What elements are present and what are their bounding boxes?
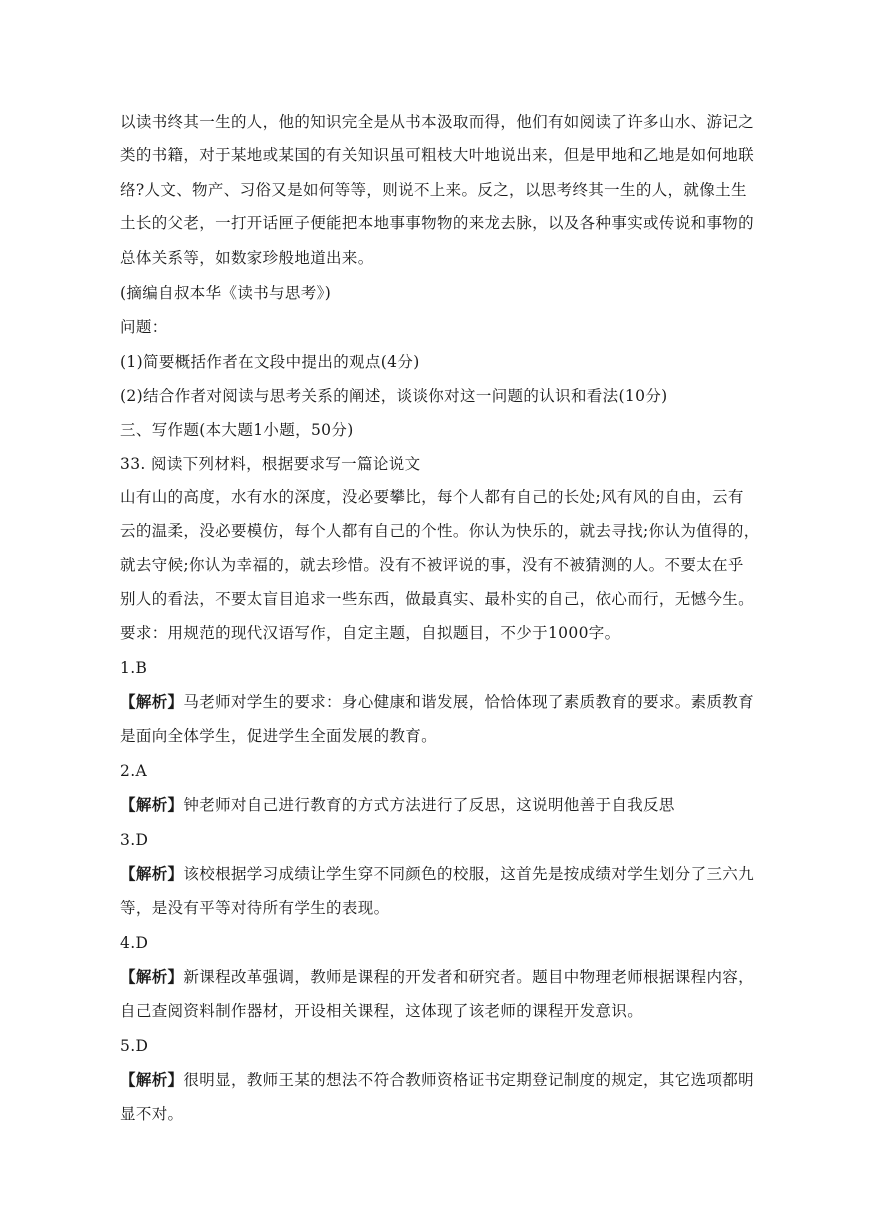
analysis-tag: 【解析】 bbox=[120, 795, 184, 814]
answer-analysis-3-line-1 bbox=[120, 864, 760, 884]
writing-section-title: 三、写作题(本大题1小题，50分) bbox=[120, 421, 354, 439]
material-line-1: 山有山的高度，水有水的深度，没必要攀比，每个人都有自己的长处;风有风的自由，云有 bbox=[120, 488, 744, 506]
analysis-text: 马老师对学生的要求：身心健康和谐发展，恰恰体现了素质教育的要求。素质教育 bbox=[183, 693, 755, 711]
answer-analysis-5-line-2: 显不对。 bbox=[120, 1105, 184, 1123]
answer-number-3: 3.D bbox=[120, 831, 149, 849]
answer-number-2: 2.A bbox=[120, 762, 148, 780]
writing-requirement: 要求：用规范的现代汉语写作，自定主题，自拟题目，不少于1000字。 bbox=[120, 624, 621, 642]
answer-analysis-1-line-1 bbox=[120, 692, 760, 712]
passage-line-3: 络?人文、物产、习俗又是如何等等，则说不上来。反之，以思考终其一生的人，就像土生 bbox=[120, 181, 747, 199]
material-line-3: 就去守候;你认为幸福的，就去珍惜。没有不被评说的事，没有不被猜测的人。不要太在乎 bbox=[120, 556, 744, 574]
answer-analysis-2-line-1 bbox=[120, 795, 760, 815]
passage-line-5: 总体关系等，如数家珍般地道出来。 bbox=[120, 249, 374, 267]
analysis-tag: 【解析】 bbox=[120, 1070, 184, 1089]
answer-analysis-4-line-2: 自己查阅资料制作器材，开设相关课程，这体现了该老师的课程开发意识。 bbox=[120, 1002, 644, 1020]
analysis-text: 很明显，教师王某的想法不符合教师资格证书定期登记制度的规定，其它选项都明 bbox=[183, 1071, 755, 1089]
analysis-tag: 【解析】 bbox=[120, 967, 184, 986]
analysis-text: 新课程改革强调，教师是课程的开发者和研究者。题目中物理老师根据课程内容， bbox=[183, 968, 755, 986]
passage-line-4: 土长的父老，一打开话匣子便能把本地事事物物的来龙去脉，以及各种事实或传说和事物的 bbox=[120, 214, 755, 232]
answer-number-4: 4.D bbox=[120, 934, 149, 952]
question-2: (2)结合作者对阅读与思考关系的阐述，谈谈你对这一问题的认识和看法(10分) bbox=[120, 387, 668, 405]
answer-analysis-3-line-2: 等，是没有平等对待所有学生的表现。 bbox=[120, 899, 390, 917]
questions-label: 问题： bbox=[120, 318, 168, 336]
answer-number-5: 5.D bbox=[120, 1037, 149, 1055]
question-1: (1)简要概括作者在文段中提出的观点(4分) bbox=[120, 353, 420, 371]
analysis-text: 钟老师对自己进行教育的方式方法进行了反思，这说明他善于自我反思 bbox=[183, 796, 675, 814]
analysis-tag: 【解析】 bbox=[120, 692, 184, 711]
answer-analysis-1-line-2: 是面向全体学生，促进学生全面发展的教育。 bbox=[120, 727, 438, 745]
passage-source: (摘编自叔本华《读书与思考》) bbox=[120, 284, 332, 302]
question-33-title: 33. 阅读下列材料，根据要求写一篇论说文 bbox=[120, 455, 421, 473]
analysis-text: 该校根据学习成绩让学生穿不同颜色的校服，这首先是按成绩对学生划分了三六九 bbox=[183, 865, 755, 883]
material-line-2: 云的温柔，没必要模仿，每个人都有自己的个性。你认为快乐的，就去寻找;你认为值得的， bbox=[120, 522, 760, 540]
answer-analysis-4-line-1 bbox=[120, 967, 760, 987]
analysis-tag: 【解析】 bbox=[120, 864, 184, 883]
material-line-4: 别人的看法，不要太盲目追求一些东西，做最真实、最朴实的自己，依心而行，无憾今生。 bbox=[120, 590, 755, 608]
answer-number-1: 1.B bbox=[120, 659, 148, 677]
passage-line-1: 以读书终其一生的人，他的知识完全是从书本汲取而得，他们有如阅读了许多山水、游记之 bbox=[120, 113, 755, 131]
passage-line-2: 类的书籍，对于某地或某国的有关知识虽可粗枝大叶地说出来，但是甲地和乙地是如何地联 bbox=[120, 146, 755, 164]
answer-analysis-5-line-1 bbox=[120, 1070, 760, 1090]
